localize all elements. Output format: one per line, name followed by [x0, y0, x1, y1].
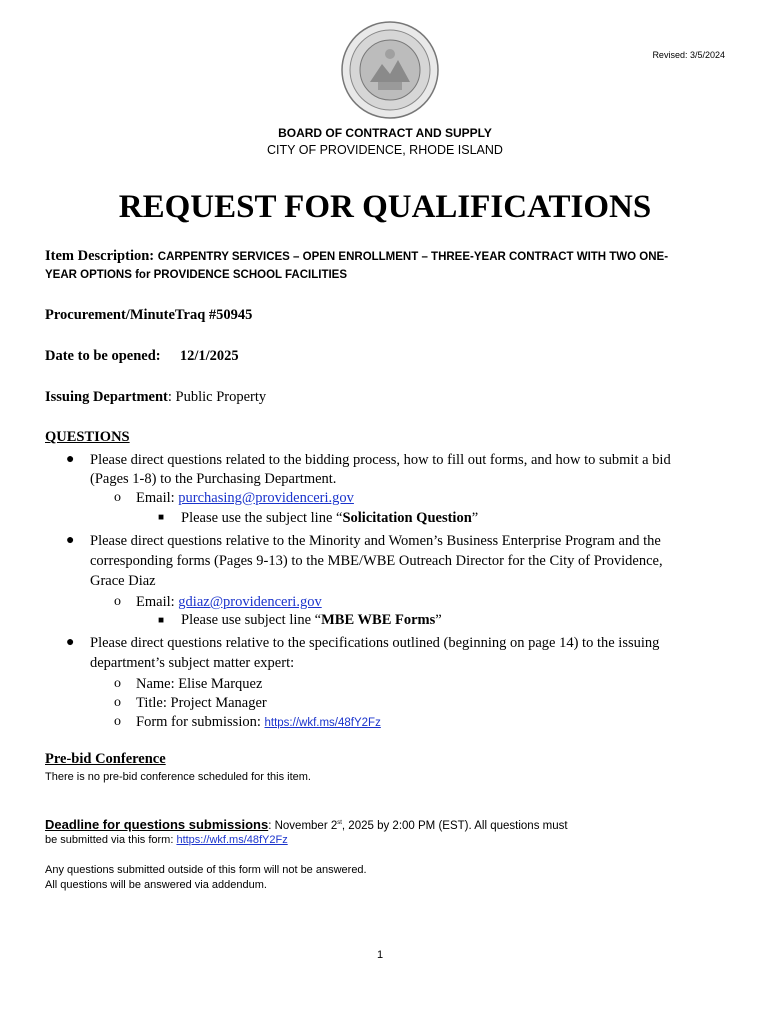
- q1-subject-post: ”: [471, 510, 479, 526]
- deadline-text-a: : November 2: [268, 820, 338, 832]
- date-opened-value: 12/1/2025: [179, 348, 239, 364]
- date-opened-label: Date to be opened:: [45, 348, 161, 364]
- deadline-form-link[interactable]: https://wkf.ms/48fY2Fz: [176, 834, 288, 846]
- q1-subject: [181, 510, 478, 527]
- issuing-department-value: : Public Property: [167, 389, 267, 405]
- q1-line2: (Pages 1-8) to the Purchasing Department.: [90, 471, 337, 487]
- bullet-icon: ●: [66, 533, 75, 548]
- circle-bullet-icon: o: [114, 695, 121, 710]
- prebid-heading: Pre-bid Conference: [45, 751, 166, 767]
- deadline-sup: st: [337, 820, 342, 827]
- square-bullet-icon: ■: [158, 615, 165, 626]
- square-bullet-icon: ■: [158, 512, 165, 523]
- q3-form-label: Form for submission:: [136, 714, 265, 730]
- city-seal: [340, 20, 440, 120]
- prebid-text: There is no pre-bid conference scheduled for this item.: [45, 771, 311, 783]
- procurement-number: Procurement/MinuteTraq #50945: [45, 307, 253, 323]
- q2-subject-post: ”: [435, 612, 442, 628]
- q1-subject-bold: Solicitation Question: [342, 510, 472, 526]
- q3-line1: Please direct questions relative to the specifications outlined (beginning on page 14) to the issuing: [90, 635, 660, 651]
- deadline-line2-text: be submitted via this form:: [45, 834, 177, 846]
- q2-email: [136, 594, 322, 611]
- q1-line1: Please direct questions related to the bidding process, how to fill out forms, and how to submit a bid: [90, 452, 671, 468]
- page-title: REQUEST FOR QUALIFICATIONS: [118, 189, 652, 225]
- issuing-department-label: Issuing Department: [45, 389, 168, 405]
- q2-line3: Grace Diaz: [90, 573, 156, 589]
- submission-form-link[interactable]: https://wkf.ms/48fY2Fz: [264, 717, 381, 729]
- board-name: BOARD OF CONTRACT AND SUPPLY: [278, 126, 492, 140]
- page-number: 1: [377, 949, 384, 961]
- q3-form: [136, 714, 381, 731]
- questions-heading: QUESTIONS: [45, 429, 130, 445]
- q1-subject-pre: Please use the subject line “: [181, 510, 343, 526]
- note-line2: All questions will be answered via addendum.: [45, 879, 267, 891]
- deadline-line1: [45, 817, 568, 832]
- item-description-label: Item Description:: [45, 248, 155, 264]
- bullet-icon: ●: [66, 635, 75, 650]
- issuing-department: [45, 389, 266, 406]
- city-name: CITY OF PROVIDENCE, RHODE ISLAND: [267, 143, 503, 157]
- circle-bullet-icon: o: [114, 676, 121, 691]
- circle-bullet-icon: o: [114, 714, 121, 729]
- q2-line2: corresponding forms (Pages 9-13) to the MBE/WBE Outreach Director for the City of Providence,: [90, 553, 663, 569]
- deadline-label: Deadline for questions submissions: [45, 817, 269, 832]
- q2-subject-pre: Please use subject line “: [181, 612, 322, 628]
- deadline-text-b: , 2025 by 2:00 PM (EST). All questions must: [341, 820, 568, 832]
- date-opened: [45, 348, 239, 365]
- item-description-line2: YEAR OPTIONS for PROVIDENCE SCHOOL FACILITIES: [45, 269, 348, 281]
- q1-email-label: Email:: [136, 490, 179, 506]
- q2-email-label: Email:: [136, 594, 179, 610]
- deadline-line2: [45, 834, 288, 846]
- gdiaz-email-link[interactable]: gdiaz@providenceri.gov: [178, 594, 322, 610]
- revised-date: Revised: 3/5/2024: [652, 50, 725, 60]
- purchasing-email-link[interactable]: purchasing@providenceri.gov: [178, 490, 354, 506]
- q1-email: [136, 490, 354, 507]
- item-description-line1: [45, 248, 668, 265]
- q3-title: Title: Project Manager: [136, 695, 267, 711]
- bullet-icon: ●: [66, 452, 75, 467]
- q3-name: Name: Elise Marquez: [136, 676, 263, 692]
- q2-subject: [181, 612, 442, 629]
- q3-line2: department’s subject matter expert:: [90, 655, 295, 671]
- note-line1: Any questions submitted outside of this form will not be answered.: [45, 864, 367, 876]
- item-description-text: CARPENTRY SERVICES – OPEN ENROLLMENT – THREE-YEAR CONTRACT WITH TWO ONE-: [157, 251, 669, 263]
- circle-bullet-icon: o: [114, 594, 121, 609]
- circle-bullet-icon: o: [114, 490, 121, 505]
- q2-subject-bold: MBE WBE Forms: [321, 612, 436, 628]
- q2-line1: Please direct questions relative to the Minority and Women’s Business Enterprise Program and the: [90, 533, 661, 549]
